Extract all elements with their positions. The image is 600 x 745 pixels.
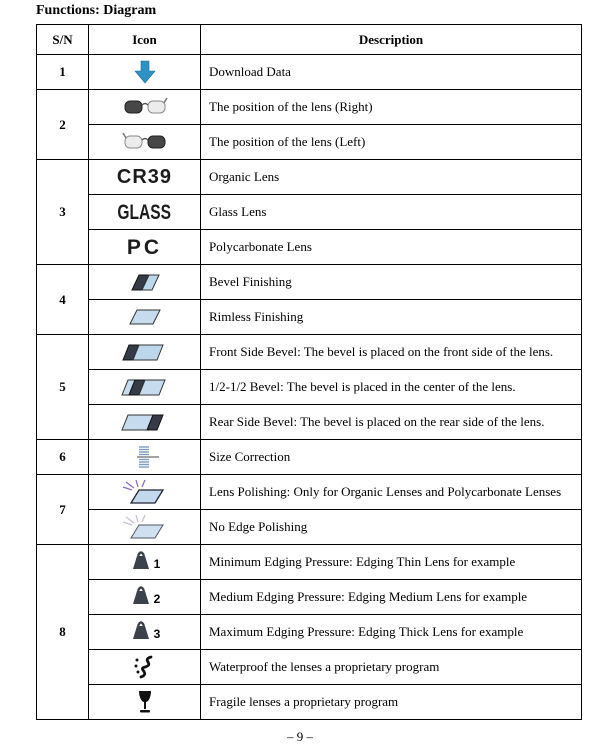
table-row (37, 335, 582, 370)
icon-cell (89, 580, 201, 615)
icon-cell (89, 125, 201, 160)
icon-cell (89, 265, 201, 300)
description-cell: Glass Lens (201, 195, 582, 230)
description-cell: Rear Side Bevel: The bevel is placed on the rear side of the lens. (201, 405, 582, 440)
rimless-finishing-icon (123, 306, 167, 328)
description-cell: The position of the lens (Right) (201, 90, 582, 125)
table-row (37, 160, 582, 195)
weight-2-icon (129, 584, 153, 606)
functions-table (36, 24, 582, 720)
weight-2-label: 2 (153, 592, 161, 606)
description-cell: The position of the lens (Left) (201, 125, 582, 160)
size-correction-icon (128, 444, 162, 470)
description-cell: Bevel Finishing (201, 265, 582, 300)
icon-cell (89, 300, 201, 335)
download-icon (134, 60, 156, 84)
description-cell: No Edge Polishing (201, 510, 582, 545)
weight-3-label: 3 (153, 627, 161, 641)
sn-cell: 8 (37, 545, 89, 720)
table-row (37, 90, 582, 125)
header-icon: Icon (89, 25, 201, 55)
table-row (37, 300, 582, 335)
sn-cell: 2 (37, 90, 89, 160)
icon-cell (89, 370, 201, 405)
icon-cell (89, 615, 201, 650)
icon-cell (89, 545, 201, 580)
table-row (37, 265, 582, 300)
fragile-glass-icon (133, 690, 157, 715)
no-edge-polishing-icon (122, 514, 168, 541)
icon-cell (89, 160, 201, 195)
bevel-finishing-icon (123, 271, 167, 293)
icon-cell (89, 685, 201, 720)
sn-cell: 6 (37, 440, 89, 475)
icon-cell (89, 230, 201, 265)
table-row (37, 230, 582, 265)
lens-polishing-icon (122, 479, 168, 506)
description-cell: 1/2-1/2 Bevel: The bevel is placed in the center of the lens. (201, 370, 582, 405)
icon-cell (89, 475, 201, 510)
page-title: Functions: Diagram (36, 3, 157, 18)
table-row (37, 580, 582, 615)
table-row (37, 125, 582, 160)
icon-cell (89, 405, 201, 440)
glasses-right-icon (122, 96, 168, 118)
table-row (37, 545, 582, 580)
description-cell: Size Correction (201, 440, 582, 475)
front-side-bevel-icon (117, 341, 173, 363)
sn-cell: 1 (37, 55, 89, 90)
table-row (37, 475, 582, 510)
sn-cell: 3 (37, 160, 89, 265)
page-number: – 9 – (287, 729, 313, 744)
weight-1-label: 1 (153, 557, 161, 571)
rear-side-bevel-icon (117, 411, 173, 433)
header-row (37, 25, 582, 55)
icon-cell (89, 510, 201, 545)
icon-cell (89, 55, 201, 90)
table-row (37, 615, 582, 650)
icon-cell (89, 440, 201, 475)
sn-cell: 5 (37, 335, 89, 440)
table-row (37, 440, 582, 475)
icon-cell (89, 195, 201, 230)
waterproof-icon (132, 655, 158, 679)
description-cell: Minimum Edging Pressure: Edging Thin Lens for example (201, 545, 582, 580)
icon-cell (89, 90, 201, 125)
header-sn: S/N (37, 25, 89, 55)
half-half-bevel-icon (117, 376, 173, 398)
description-cell: Fragile lenses a proprietary program (201, 685, 582, 720)
pc-text-icon: PC (126, 235, 163, 259)
table-row (37, 510, 582, 545)
description-cell: Rimless Finishing (201, 300, 582, 335)
description-cell: Lens Polishing: Only for Organic Lenses and Polycarbonate Lenses (201, 475, 582, 510)
description-cell: Front Side Bevel: The bevel is placed on the front side of the lens. (201, 335, 582, 370)
sn-cell: 7 (37, 475, 89, 545)
header-description: Description (201, 25, 582, 55)
icon-cell (89, 650, 201, 685)
description-cell: Medium Edging Pressure: Edging Medium Lens for example (201, 580, 582, 615)
icon-cell (89, 335, 201, 370)
weight-3-icon (129, 619, 153, 641)
description-cell: Waterproof the lenses a proprietary program (201, 650, 582, 685)
description-cell: Organic Lens (201, 160, 582, 195)
description-cell: Download Data (201, 55, 582, 90)
description-cell: Polycarbonate Lens (201, 230, 582, 265)
cr39-text-icon: CR39 (116, 166, 173, 188)
sn-cell: 4 (37, 265, 89, 335)
weight-1-icon (129, 549, 153, 571)
table-row (37, 195, 582, 230)
table-row (37, 370, 582, 405)
glass-text-icon: GLASS (117, 200, 172, 224)
table-row (37, 55, 582, 90)
glasses-left-icon (122, 131, 168, 153)
table-row (37, 650, 582, 685)
table-row (37, 405, 582, 440)
description-cell: Maximum Edging Pressure: Edging Thick Lens for example (201, 615, 582, 650)
table-row (37, 685, 582, 720)
